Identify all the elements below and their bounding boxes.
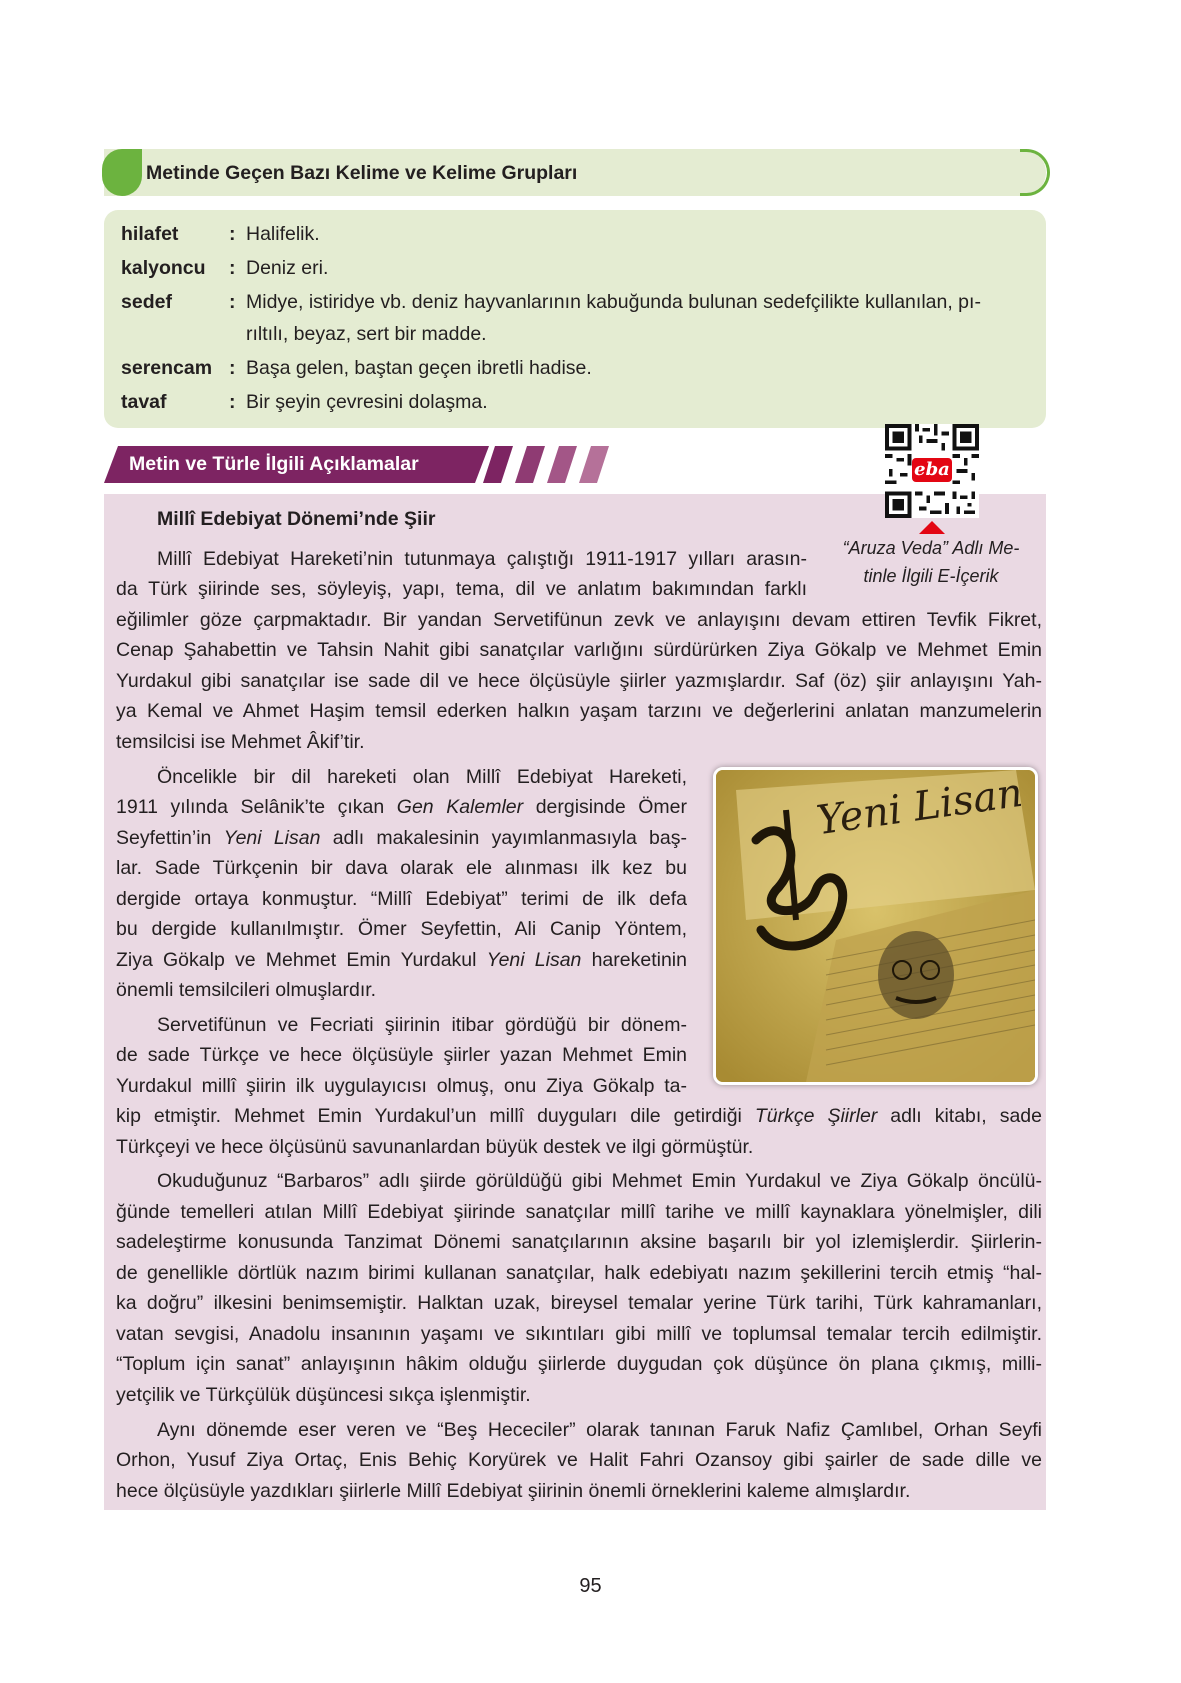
paragraph-line: ya Kemal ve Ahmet Haşim temsil ederken halkın yaşam tarzını ve değerlerini anlatan manzumelerin (116, 700, 1042, 722)
paragraph-line: bu dergide kullanılmıştır. Ömer Seyfettin, Ali Canip Yöntem, (116, 918, 687, 940)
yeni-lisan-image (713, 767, 1038, 1085)
paragraph-line: Ziya Gökalp ve Mehmet Emin Yurdakul Yeni Lisan hareketinin (116, 949, 687, 971)
section-title: Metin ve Türle İlgili Açıklamalar (129, 453, 419, 475)
glossary-definition: Midye, istiridye vb. deniz hayvanlarının kabuğunda bulunan sedefçilikte kullanılan, pı- (246, 291, 981, 313)
paragraph-line: Yurdakul gibi sanatçılar ise sade dil ve hece ölçüsüyle şiirler yazmışlardır. Saf (öz) şiir anlayışını Yah- (116, 670, 1042, 692)
glossary-definition: Halifelik. (246, 223, 320, 245)
paragraph-line: kip etmiştir. Mehmet Emin Yurdakul’un millî duyguları dile getirdiği Türkçe Şiirler adlı kitabı, sade (116, 1105, 1042, 1127)
paragraph-line: temsilcisi ise Mehmet Âkif’tir. (116, 731, 365, 753)
paragraph-line: ğünde temelleri atılan Millî Edebiyat şiirinde sanatçılar millî tarihe ve millî kaynaklara yönelmişler, dili (116, 1201, 1042, 1223)
glossary-box: hilafet : Halifelik. kalyoncu : Deniz eri. sedef : Midye, istiridye vb. deniz hayvanlarının kabuğunda bulunan sedefçilikte kullanılan, pı- rıltılı, beyaz, sert bir madde. serencam : Başa gelen, baştan geçen ibretli hadise. tavaf : Bir şeyin çevresini dolaşma. (104, 210, 1046, 428)
glossary-term: hilafet (121, 223, 179, 245)
leaf-icon (102, 149, 142, 196)
paragraph-line: Okuduğunuz “Barbaros” adlı şiirde görüldüğü gibi Mehmet Emin Yurdakul ve Ziya Gökalp öncülü- (157, 1170, 1042, 1192)
paragraph-line: Türkçeyi ve hece ölçüsünü savunanlardan büyük destek ve ilgi görmüştür. (116, 1136, 754, 1158)
page-number: 95 (579, 1575, 602, 1597)
glossary-definition: Deniz eri. (246, 257, 329, 279)
paragraph-line: 1911 yılında Selânik’te çıkan Gen Kalemler dergisinde Ömer (116, 796, 687, 818)
qr-code[interactable] (885, 424, 979, 518)
paragraph-line: eğilimler göze çarpmaktadır. Bir yandan Servetifünun zevk ve anlayışını devam ettiren Tevfik Fikret, (116, 609, 1042, 631)
paragraph-line: Servetifünun ve Fecriati şiirinin itibar gördüğü bir dönem- (157, 1014, 687, 1036)
paragraph-line: dergide ortaya konmuştur. “Millî Edebiyat” terimi de ilk defa (116, 888, 687, 910)
paragraph-line: vatan sevgisi, Anadolu insanının yaşamı ve sıkıntıları gibi millî ve toplumsal temalar tercih edilmiştir. (116, 1323, 1042, 1345)
paragraph-line: lar. Sade Türkçenin bir dava olarak ele alınması ilk kez bu (116, 857, 687, 879)
paragraph-line: de sade Türkçe ve hece ölçüsüyle şiirler yazan Mehmet Emin (116, 1044, 687, 1066)
paragraph-line: Öncelikle bir dil hareketi olan Millî Edebiyat Hareketi, (157, 766, 687, 788)
paragraph-line: Cenap Şahabettin ve Tahsin Nahit gibi sanatçılar varlığını sürdürürken Ziya Gökalp ve Mehmet Emin (116, 639, 1042, 661)
glossary-term: tavaf (121, 391, 167, 413)
paragraph-line: ka doğru” ilkesini benimsemiştir. Halktan uzak, bireysel temalar yerine Türk tarihi, Türk kahramanları, (116, 1292, 1042, 1314)
glossary-definition: Başa gelen, baştan geçen ibretli hadise. (246, 357, 592, 379)
glossary-term: sedef (121, 291, 172, 313)
paragraph-line: sadeleştirme konusunda Tanzimat Dönemi sanatçılarının aksine başarılı bir yol izlemişlerdir. Şiirlerin- (116, 1231, 1042, 1253)
glossary-term: kalyoncu (121, 257, 206, 279)
paragraph-line: Aynı dönemde eser veren ve “Beş Hececiler” olarak tanınan Faruk Nafiz Çamlıbel, Orhan Seyfi (157, 1419, 1042, 1441)
paragraph-line: “Toplum için sanat” anlayışının hâkim olduğu şiirlerde duygudan çok düşünce ön plana çıkmış, milli- (116, 1353, 1042, 1375)
glossary-term: serencam (121, 357, 213, 379)
arrow-up-icon (919, 521, 945, 534)
paragraph-line: Millî Edebiyat Hareketi’nin tutunmaya çalıştığı 1911-1917 yılları arasın- (157, 548, 807, 570)
paragraph-line: Seyfettin’in Yeni Lisan adlı makalesinin yayımlanmasıyla baş- (116, 827, 687, 849)
qr-caption: “Aruza Veda” Adlı Me- tinle İlgili E-İçerik (842, 538, 1020, 586)
paragraph-line: önemli temsilcileri olmuşlardır. (116, 979, 377, 1001)
glossary-definition: Bir şeyin çevresini dolaşma. (246, 391, 488, 413)
paragraph-line: yetçilik ve Türkçülük düşüncesi sıkça işlenmiştir. (116, 1384, 531, 1406)
eba-logo: eba (912, 458, 952, 482)
content-heading: Millî Edebiyat Dönemi’nde Şiir (157, 508, 436, 530)
glossary-definition: rıltılı, beyaz, sert bir madde. (246, 323, 487, 345)
paragraph-line: de genellikle dörtlük nazım birimi kullanan sanatçılar, halk edebiyatı nazım şekillerini tercih etmiş “hal- (116, 1262, 1042, 1284)
paragraph-line: Yurdakul millî şiirin ilk uygulayıcısı olmuş, onu Ziya Gökalp ta- (116, 1075, 687, 1097)
paragraph-line: hece ölçüsüyle yazdıkları şiirlerle Millî Edebiyat şiirinin önemli örneklerini kaleme almışlardır. (116, 1480, 911, 1502)
paragraph-line: da Türk şiirinde ses, söyleyiş, yapı, tema, dil ve anlatım bakımından farklı (116, 578, 807, 600)
yeni-lisan-title: Yeni Lisan (813, 769, 1026, 845)
paragraph-line: Orhon, Yusuf Ziya Ortaç, Enis Behiç Koryürek ve Halit Fahri Ozansoy gibi şairler de sade dille ve (116, 1449, 1042, 1471)
glossary-header (104, 149, 1046, 196)
glossary-title: Metinde Geçen Bazı Kelime ve Kelime Grupları (146, 162, 578, 184)
